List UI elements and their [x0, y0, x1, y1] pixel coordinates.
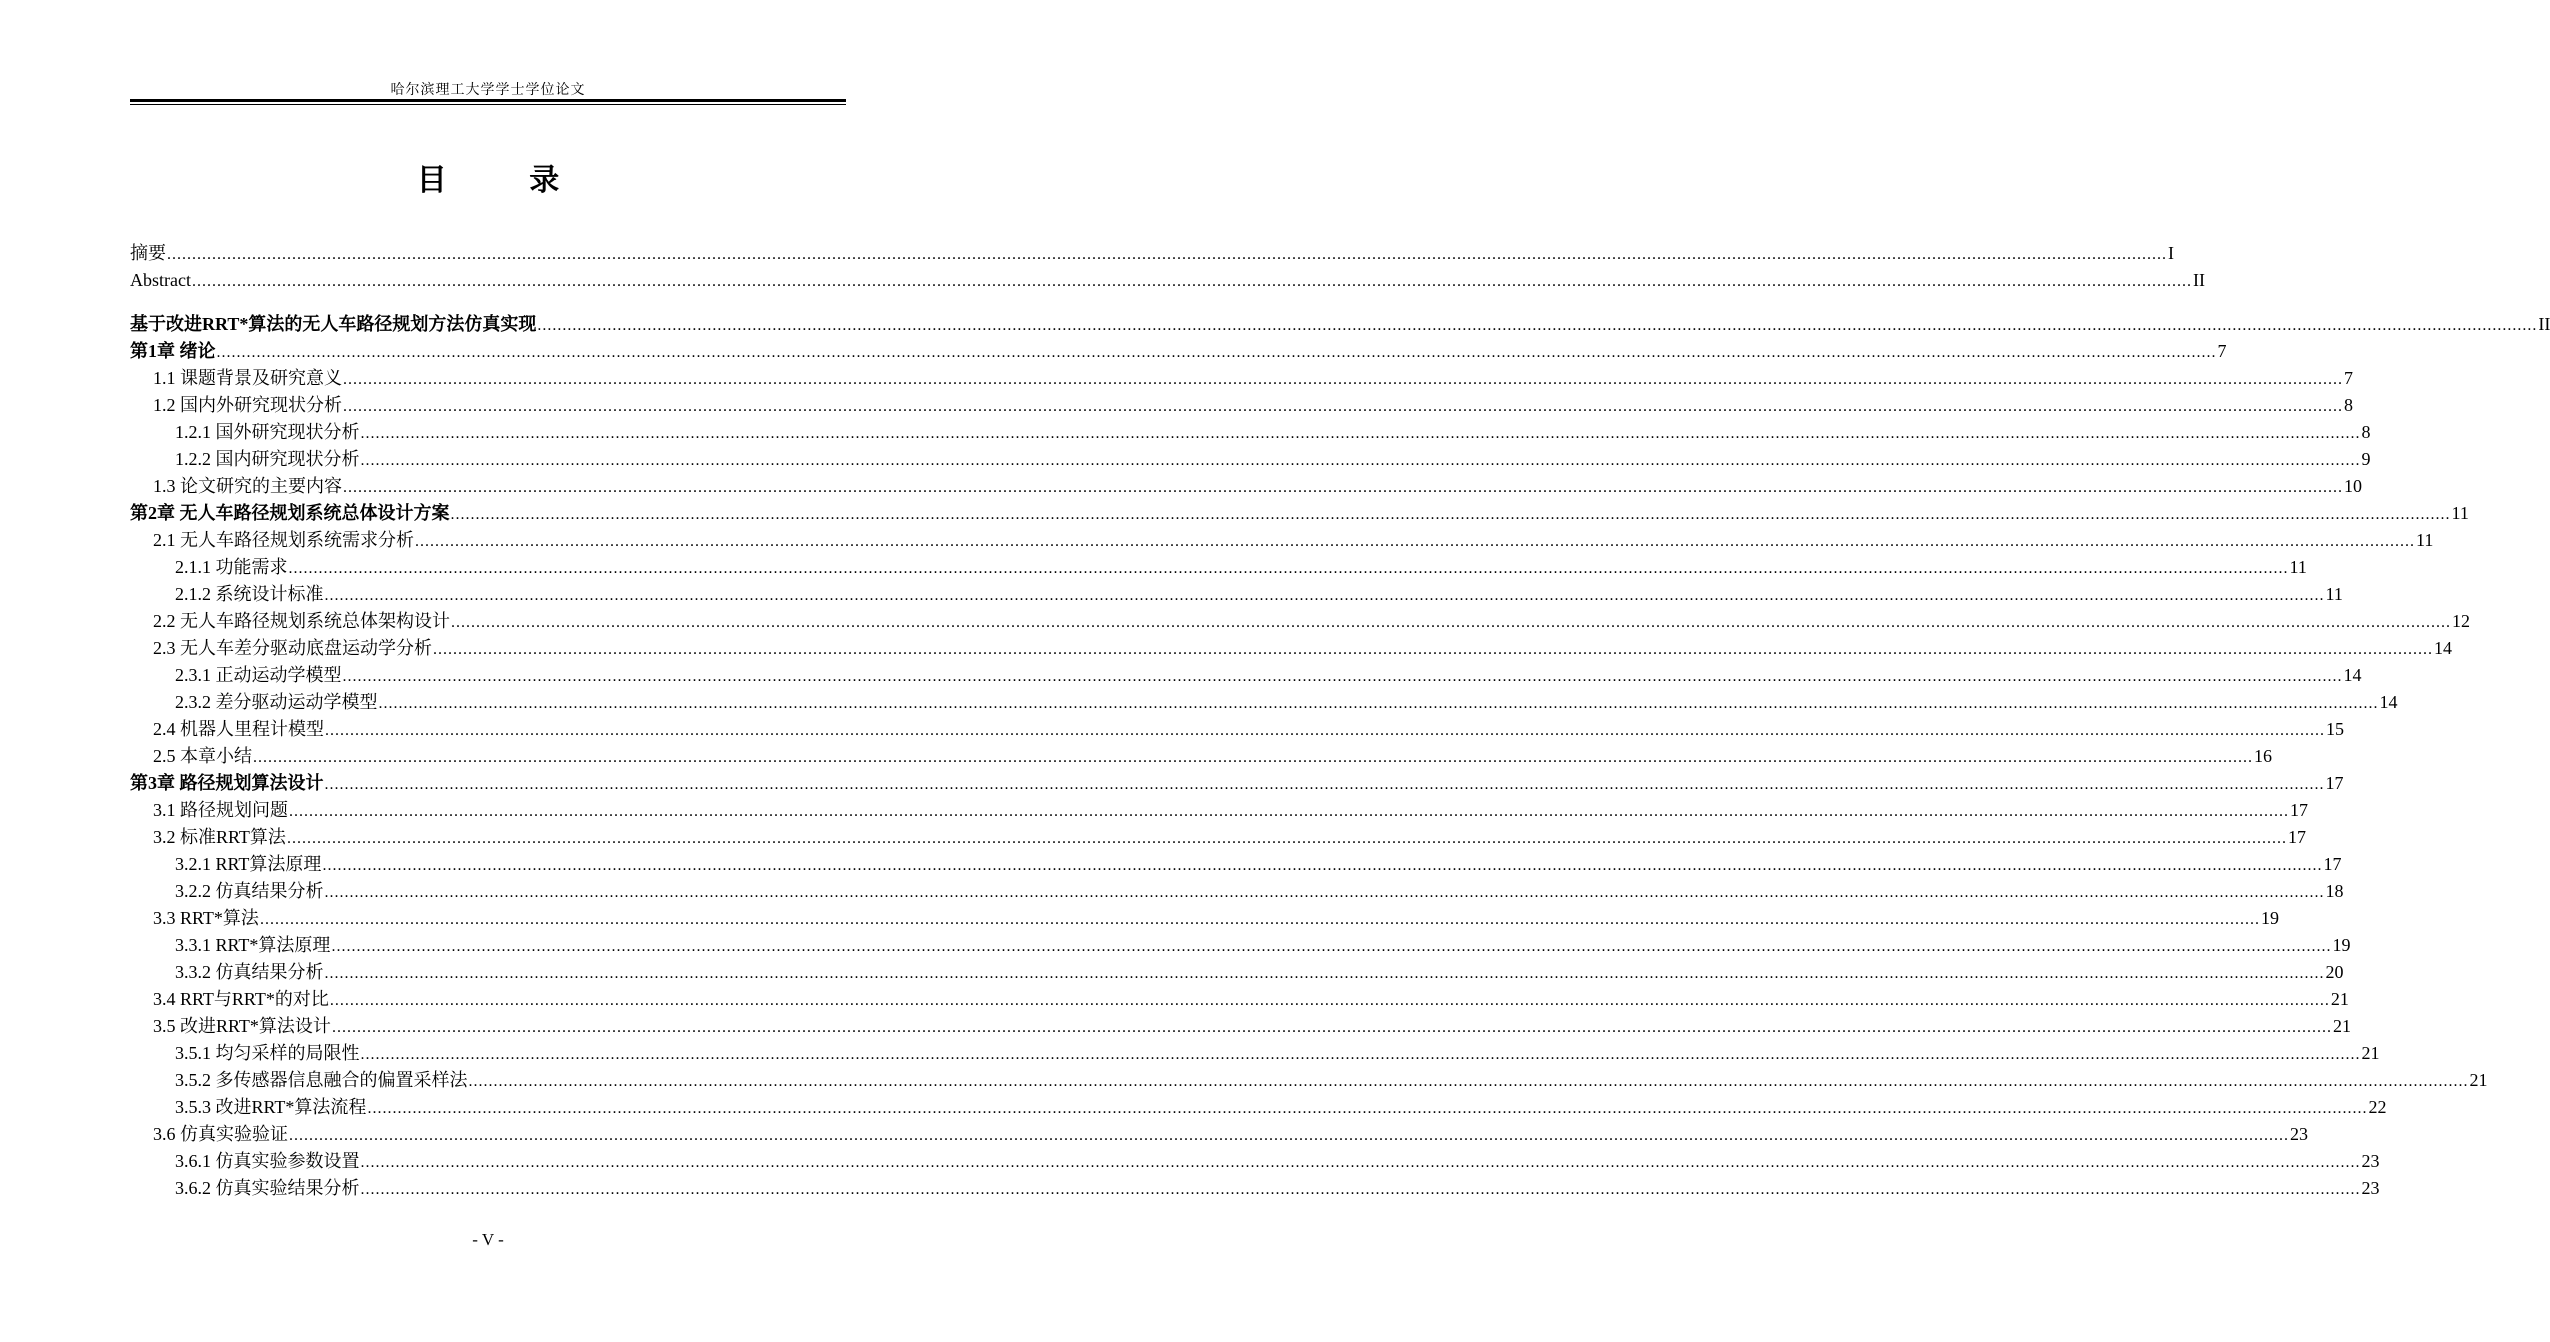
toc-entry-label: 1.2.1 国外研究现状分析 — [175, 422, 360, 442]
toc-entry-label: 1.3 论文研究的主要内容 — [153, 476, 342, 496]
toc-entry-page: 12 — [2452, 611, 2470, 631]
toc-dot-leader: ................................................................................................................................................................................................................................................................................................................................................................................................................ — [289, 803, 2289, 820]
toc-entry-label: 2.4 机器人里程计模型 — [153, 719, 324, 739]
toc-entry[interactable] — [130, 527, 2434, 554]
toc-entry-label: 2.3.2 差分驱动运动学模型 — [175, 692, 378, 712]
toc-entry-label: 3.2.2 仿真结果分析 — [175, 881, 324, 901]
toc-entry-label: 1.2 国内外研究现状分析 — [153, 395, 342, 415]
page-header: 哈尔滨理工大学学士学位论文 — [390, 83, 586, 98]
toc-entry[interactable] — [130, 608, 2470, 635]
toc-entry[interactable] — [130, 932, 2351, 959]
toc-entry-page: 19 — [2260, 908, 2279, 928]
toc-entry-label: 3.2.1 RRT算法原理 — [175, 854, 322, 874]
toc-entry-page: 14 — [2379, 692, 2398, 712]
toc-entry[interactable] — [130, 1121, 2308, 1148]
toc-entry-label: 1.2.2 国内研究现状分析 — [175, 449, 360, 469]
toc-entry-page: 21 — [2469, 1070, 2488, 1090]
toc-entry-label: Abstract — [130, 270, 191, 290]
toc-entry[interactable] — [130, 1040, 2380, 1067]
toc-entry-page: 17 — [2323, 854, 2342, 874]
toc-entry[interactable] — [130, 743, 2272, 770]
toc-entry-page: 11 — [2325, 584, 2343, 604]
toc-entry[interactable] — [130, 419, 2371, 446]
toc-entry[interactable] — [130, 1067, 2488, 1094]
toc-entry-page: 14 — [2343, 665, 2362, 685]
toc-entry-page: 17 — [2287, 827, 2306, 847]
toc-dot-leader: ................................................................................................................................................................................................................................................................................................................................................................................................................ — [259, 911, 2260, 928]
toc-dot-leader: ................................................................................................................................................................................................................................................................................................................................................................................................................ — [324, 587, 2325, 604]
toc-entry-label: 第1章 绪论 — [130, 341, 216, 361]
toc-dot-leader: ................................................................................................................................................................................................................................................................................................................................................................................................................ — [360, 425, 2361, 442]
toc-entry-label: 2.1 无人车路径规划系统需求分析 — [153, 530, 414, 550]
toc-entry-page: 11 — [2416, 530, 2434, 550]
toc-entry-label: 1.1 课题背景及研究意义 — [153, 368, 342, 388]
page-title: 目 录 — [416, 163, 596, 198]
toc-entry-page: 17 — [2325, 773, 2344, 793]
toc-dot-leader: ................................................................................................................................................................................................................................................................................................................................................................................................................ — [537, 317, 2538, 334]
toc-entry-label: 2.5 本章小结 — [153, 746, 252, 766]
toc-entry[interactable] — [130, 662, 2362, 689]
toc-dot-leader: ................................................................................................................................................................................................................................................................................................................................................................................................................ — [191, 273, 2192, 290]
toc-entry[interactable] — [130, 554, 2307, 581]
toc-entry[interactable] — [130, 689, 2398, 716]
toc-entry-label: 3.5 改进RRT*算法设计 — [153, 1016, 331, 1036]
toc-entry-label: 基于改进RRT*算法的无人车路径规划方法仿真实现 — [130, 314, 537, 334]
toc-entry-label: 3.5.1 均匀采样的局限性 — [175, 1043, 360, 1063]
toc-entry-page: I — [2168, 243, 2174, 263]
toc-entry-page: 7 — [2344, 368, 2353, 388]
toc-dot-leader: ................................................................................................................................................................................................................................................................................................................................................................................................................ — [468, 1073, 2469, 1090]
toc-entry[interactable] — [130, 473, 2362, 500]
toc-entry-page: 21 — [2332, 1016, 2351, 1036]
toc-entry[interactable] — [130, 905, 2279, 932]
toc-entry-label: 3.3.2 仿真结果分析 — [175, 962, 324, 982]
toc-entry-label: 3.2 标准RRT算法 — [153, 827, 286, 847]
toc-entry[interactable] — [130, 716, 2344, 743]
toc-entry-label: 3.6 仿真实验验证 — [153, 1124, 288, 1144]
toc-dot-leader: ................................................................................................................................................................................................................................................................................................................................................................................................................ — [343, 398, 2343, 415]
toc-entry-label: 3.5.3 改进RRT*算法流程 — [175, 1097, 367, 1117]
toc-dot-leader: ................................................................................................................................................................................................................................................................................................................................................................................................................ — [253, 749, 2253, 766]
toc-entry[interactable] — [130, 500, 2469, 527]
toc-dot-leader: ................................................................................................................................................................................................................................................................................................................................................................................................................ — [360, 1181, 2361, 1198]
toc-entry[interactable] — [130, 1094, 2387, 1121]
toc-dot-leader: ................................................................................................................................................................................................................................................................................................................................................................................................................ — [342, 668, 2343, 685]
toc-dot-leader: ................................................................................................................................................................................................................................................................................................................................................................................................................ — [324, 965, 2325, 982]
toc-dot-leader: ................................................................................................................................................................................................................................................................................................................................................................................................................ — [451, 614, 2451, 631]
toc-entry-label: 3.3.1 RRT*算法原理 — [175, 935, 331, 955]
toc-dot-leader: ................................................................................................................................................................................................................................................................................................................................................................................................................ — [331, 1019, 2332, 1036]
toc-spacer — [130, 294, 846, 311]
toc-entry[interactable] — [130, 1175, 2380, 1202]
toc-entry-page: 22 — [2368, 1097, 2387, 1117]
header-rule-thick — [130, 99, 846, 102]
toc-dot-leader: ................................................................................................................................................................................................................................................................................................................................................................................................................ — [360, 1154, 2361, 1171]
toc-entry-page: 20 — [2325, 962, 2344, 982]
toc-dot-leader: ................................................................................................................................................................................................................................................................................................................................................................................................................ — [360, 1046, 2361, 1063]
toc-entry-label: 2.1.1 功能需求 — [175, 557, 288, 577]
toc-entry-page: 8 — [2344, 395, 2353, 415]
page-number: - V - — [472, 1230, 504, 1249]
toc-dot-leader: ................................................................................................................................................................................................................................................................................................................................................................................................................ — [450, 506, 2451, 523]
toc-entry-page: 23 — [2361, 1178, 2380, 1198]
toc-dot-leader: ................................................................................................................................................................................................................................................................................................................................................................................................................ — [325, 722, 2325, 739]
toc-entry[interactable] — [130, 851, 2342, 878]
toc-entry-page: 9 — [2361, 449, 2371, 469]
toc-entry-page: II — [2192, 270, 2205, 290]
toc-entry[interactable] — [130, 581, 2343, 608]
toc-entry-page: 21 — [2361, 1043, 2380, 1063]
toc-dot-leader: ................................................................................................................................................................................................................................................................................................................................................................................................................ — [288, 560, 2289, 577]
toc-entry-page: 17 — [2290, 800, 2308, 820]
toc-entry-label: 3.3 RRT*算法 — [153, 908, 259, 928]
toc-entry-page: 19 — [2332, 935, 2351, 955]
toc-entry-label: 第2章 无人车路径规划系统总体设计方案 — [130, 503, 450, 523]
toc-entry-label: 2.1.2 系统设计标准 — [175, 584, 324, 604]
toc-dot-leader: ................................................................................................................................................................................................................................................................................................................................................................................................................ — [167, 246, 2167, 263]
toc-entry[interactable] — [130, 311, 2550, 338]
toc-entry-page: 18 — [2325, 881, 2344, 901]
toc-entry-label: 3.6.2 仿真实验结果分析 — [175, 1178, 360, 1198]
toc-entry-label: 3.5.2 多传感器信息融合的偏置采样法 — [175, 1070, 468, 1090]
toc-entry-page: 14 — [2434, 638, 2452, 658]
toc-entry[interactable] — [130, 824, 2306, 851]
toc-entry-label: 第3章 路径规划算法设计 — [130, 773, 324, 793]
toc-entry-page: 10 — [2344, 476, 2362, 496]
toc-entry-label: 摘要 — [130, 243, 166, 263]
toc-entry-label: 3.1 路径规划问题 — [153, 800, 288, 820]
toc-entry-label: 2.3.1 正动运动学模型 — [175, 665, 342, 685]
toc-entry-page: 16 — [2254, 746, 2272, 766]
toc-entry-page: 23 — [2361, 1151, 2380, 1171]
toc-dot-leader: ................................................................................................................................................................................................................................................................................................................................................................................................................ — [343, 479, 2343, 496]
toc-entry[interactable] — [130, 1148, 2380, 1175]
toc-entry-page: 11 — [2451, 503, 2469, 523]
toc-dot-leader: ................................................................................................................................................................................................................................................................................................................................................................................................................ — [329, 992, 2330, 1009]
toc-entry-page: 7 — [2217, 341, 2227, 361]
toc-entry[interactable] — [130, 365, 2353, 392]
toc-dot-leader: ................................................................................................................................................................................................................................................................................................................................................................................................................ — [367, 1100, 2368, 1117]
toc-entry[interactable] — [130, 797, 2308, 824]
toc-entry-label: 2.3 无人车差分驱动底盘运动学分析 — [153, 638, 432, 658]
table-of-contents — [130, 240, 2550, 1202]
toc-entry[interactable] — [130, 392, 2353, 419]
toc-entry-page: 11 — [2289, 557, 2307, 577]
toc-dot-leader: ................................................................................................................................................................................................................................................................................................................................................................................................................ — [324, 884, 2325, 901]
toc-entry[interactable] — [130, 878, 2344, 905]
header-rule-thin — [130, 104, 846, 105]
toc-dot-leader: ................................................................................................................................................................................................................................................................................................................................................................................................................ — [324, 776, 2325, 793]
toc-dot-leader: ................................................................................................................................................................................................................................................................................................................................................................................................................ — [289, 1127, 2289, 1144]
toc-entry-page: 8 — [2361, 422, 2371, 442]
toc-entry-label: 2.2 无人车路径规划系统总体架构设计 — [153, 611, 450, 631]
toc-entry-page: 21 — [2330, 989, 2349, 1009]
toc-entry[interactable] — [130, 635, 2452, 662]
toc-dot-leader: ................................................................................................................................................................................................................................................................................................................................................................................................................ — [343, 371, 2343, 388]
toc-entry[interactable] — [130, 986, 2349, 1013]
toc-entry[interactable] — [130, 1013, 2351, 1040]
toc-entry-page: 15 — [2326, 719, 2344, 739]
toc-dot-leader: ................................................................................................................................................................................................................................................................................................................................................................................................................ — [216, 344, 2217, 361]
toc-entry-page: 23 — [2290, 1124, 2308, 1144]
toc-entry[interactable] — [130, 338, 2227, 365]
toc-dot-leader: ................................................................................................................................................................................................................................................................................................................................................................................................................ — [378, 695, 2379, 712]
toc-entry[interactable] — [130, 770, 2344, 797]
toc-entry-label: 3.4 RRT与RRT*的对比 — [153, 989, 329, 1009]
toc-entry-label: 3.6.1 仿真实验参数设置 — [175, 1151, 360, 1171]
toc-dot-leader: ................................................................................................................................................................................................................................................................................................................................................................................................................ — [415, 533, 2415, 550]
toc-entry[interactable] — [130, 240, 2174, 267]
toc-dot-leader: ................................................................................................................................................................................................................................................................................................................................................................................................................ — [322, 857, 2323, 874]
toc-entry[interactable] — [130, 446, 2371, 473]
toc-entry[interactable] — [130, 267, 2205, 294]
toc-entry[interactable] — [130, 959, 2344, 986]
toc-dot-leader: ................................................................................................................................................................................................................................................................................................................................................................................................................ — [360, 452, 2361, 469]
toc-dot-leader: ................................................................................................................................................................................................................................................................................................................................................................................................................ — [331, 938, 2332, 955]
toc-dot-leader: ................................................................................................................................................................................................................................................................................................................................................................................................................ — [433, 641, 2433, 658]
toc-dot-leader: ................................................................................................................................................................................................................................................................................................................................................................................................................ — [286, 830, 2287, 847]
toc-entry-page: II — [2538, 314, 2550, 334]
